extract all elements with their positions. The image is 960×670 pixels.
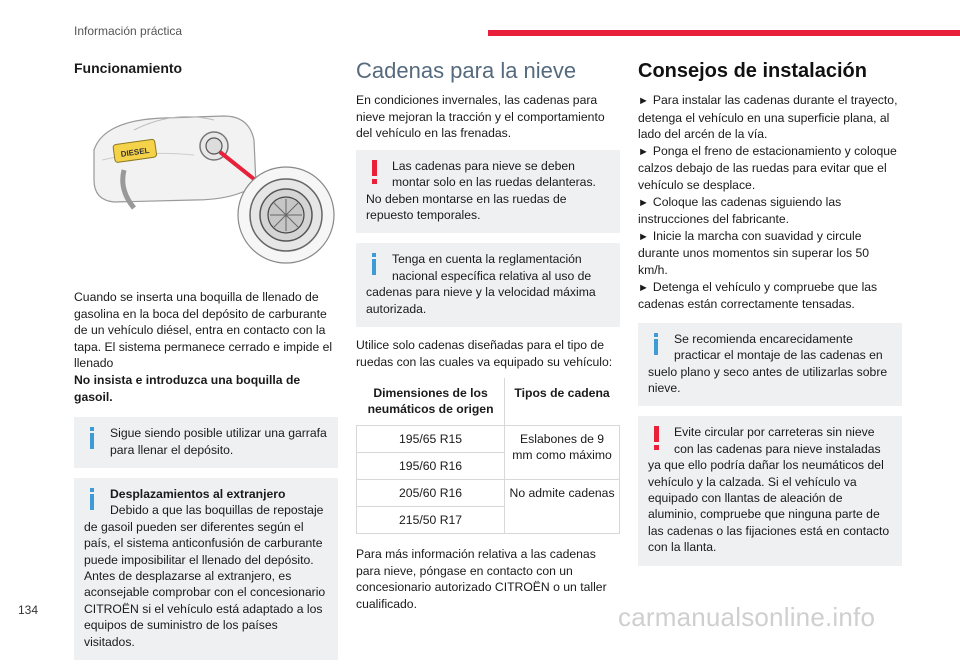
warning-text-front-wheels: Las cadenas para nieve se deben montar solo en las ruedas delanteras. No deben montarse en las ruedas de repuesto temporales.	[366, 158, 596, 222]
page-number: 134	[18, 603, 39, 617]
diesel-label: DIESEL	[120, 145, 150, 159]
list-item	[638, 92, 902, 143]
info-icon	[84, 488, 104, 512]
info-box-abroad	[74, 478, 338, 660]
column-installation-tips	[638, 56, 902, 576]
info-title-abroad: Desplazamientos al extranjero	[110, 486, 286, 501]
arrow-right-icon: ►	[638, 145, 649, 158]
info-text-regulation: Tenga en cuenta la reglamentación nacional específica relativa al uso de cadenas para nieve y la velocidad máxima autorizada.	[366, 252, 596, 316]
info-icon	[366, 253, 386, 277]
table-cell-tyre-size: 215/50 R17	[357, 507, 505, 534]
list-item	[638, 143, 902, 194]
list-item	[638, 279, 902, 313]
list-item	[638, 194, 902, 228]
warning-text-no-snow: Evite circular por carreteras sin nieve con las cadenas para nieve instaladas ya que ello podría dañar los neumáticos del vehículo y la calzada. Si el vehículo va equipado con llantas de aleación de aluminio, compruebe que ninguna parte de las cadenas o las fijaciones está en contacto con la llanta.	[648, 425, 890, 555]
installation-steps	[638, 92, 902, 313]
arrow-right-icon: ►	[638, 230, 649, 243]
info-box-regulation	[356, 243, 620, 327]
table-row	[357, 426, 620, 453]
chain-compatibility-table	[356, 378, 620, 534]
watermark: carmanualsonline.info	[618, 602, 876, 632]
warning-icon	[648, 426, 668, 450]
table-header-tyre-size: Dimensiones de los neumáticos de origen	[357, 379, 505, 426]
warning-box-front-wheels	[356, 150, 620, 234]
paragraph-snow-chains-intro: En condiciones invernales, las cadenas para nieve mejoran la tracción y el comportamiento del vehículo en las frenadas.	[356, 93, 605, 141]
warning-box-no-snow	[638, 416, 902, 565]
paragraph-operation	[74, 289, 338, 372]
table-cell-chain-type: Eslabones de 9 mm como máximo	[505, 426, 620, 480]
table-cell-tyre-size: 195/60 R16	[357, 453, 505, 480]
arrow-right-icon: ►	[638, 196, 649, 209]
info-icon	[648, 333, 668, 357]
table-header-chain-type: Tipos de cadena	[505, 379, 620, 426]
paragraph-table-intro: Utilice solo cadenas diseñadas para el tipo de ruedas con las cuales va equipado su vehículo:	[356, 338, 613, 369]
arrow-right-icon: ►	[638, 281, 649, 294]
section-heading-funcionamiento: Funcionamiento	[74, 60, 183, 76]
table-cell-tyre-size: 195/65 R15	[357, 426, 505, 453]
info-text-jerrycan: Sigue siendo posible utilizar una garrafa para llenar el depósito.	[110, 426, 327, 457]
warning-icon	[366, 160, 386, 184]
fuel-filler-illustration	[74, 90, 338, 270]
paragraph-operation-text: Cuando se inserta una boquilla de llenado de gasolina en la boca del depósito de carburante de un vehículo diésel, entra en contacto con la tapa. El sistema permanece cerrado e impide el llenado	[74, 290, 333, 371]
table-cell-chain-type: No admite cadenas	[505, 480, 620, 534]
section-heading-installation-tips: Consejos de instalación	[638, 60, 867, 82]
info-text-practice: Se recomienda encarecidamente practicar el montaje de las cadenas en suelo plano y seco antes de utilizarlas sobre nieve.	[648, 331, 888, 395]
table-row	[357, 480, 620, 507]
column-operation	[74, 56, 338, 670]
step-text: Inicie la marcha con suavidad y circule durante unos momentos sin superar los 50 km/h.	[638, 228, 870, 277]
table-cell-tyre-size: 205/60 R16	[357, 480, 505, 507]
info-icon	[84, 427, 104, 451]
paragraph-snow-chains-outro: Para más información relativa a las cadenas para nieve, póngase en contacto con un concesionario autorizado CITROËN o un taller cualificado.	[356, 547, 607, 611]
info-box-practice	[638, 323, 902, 407]
list-item	[638, 228, 902, 279]
step-text: Ponga el freno de estacionamiento y coloque calzos debajo de las ruedas para evitar que el vehículo se desplace.	[638, 143, 897, 192]
step-text: Coloque las cadenas siguiendo las instrucciones del fabricante.	[638, 194, 842, 227]
table-header-row	[357, 379, 620, 426]
arrow-right-icon: ►	[638, 95, 649, 107]
paragraph-operation-bold: No insista e introduzca una boquilla de gasoil.	[74, 372, 301, 404]
info-text-abroad: Debido a que las boquillas de repostaje de gasoil pueden ser diferentes según el país, el sistema anticonfusión de carburante puede imposibilitar el llenado del depósito. Antes de desplazarse al extranjero, es aconsejable comprobar con el concesionario CITROËN si el vehículo está adaptado a los equipos de suministro de los países visitados.	[84, 503, 326, 649]
column-snow-chains	[356, 56, 620, 621]
info-box-jerrycan	[74, 417, 338, 468]
step-text: Para instalar las cadenas durante el trayecto, detenga el vehículo en una superficie plana, al lado del arcén de la vía.	[638, 93, 898, 142]
step-text: Detenga el vehículo y compruebe que las cadenas están correctamente tensadas.	[638, 279, 878, 312]
section-heading-snow-chains: Cadenas para la nieve	[356, 58, 577, 83]
header-accent-bar	[488, 30, 960, 36]
header-title: Información práctica	[74, 24, 183, 38]
